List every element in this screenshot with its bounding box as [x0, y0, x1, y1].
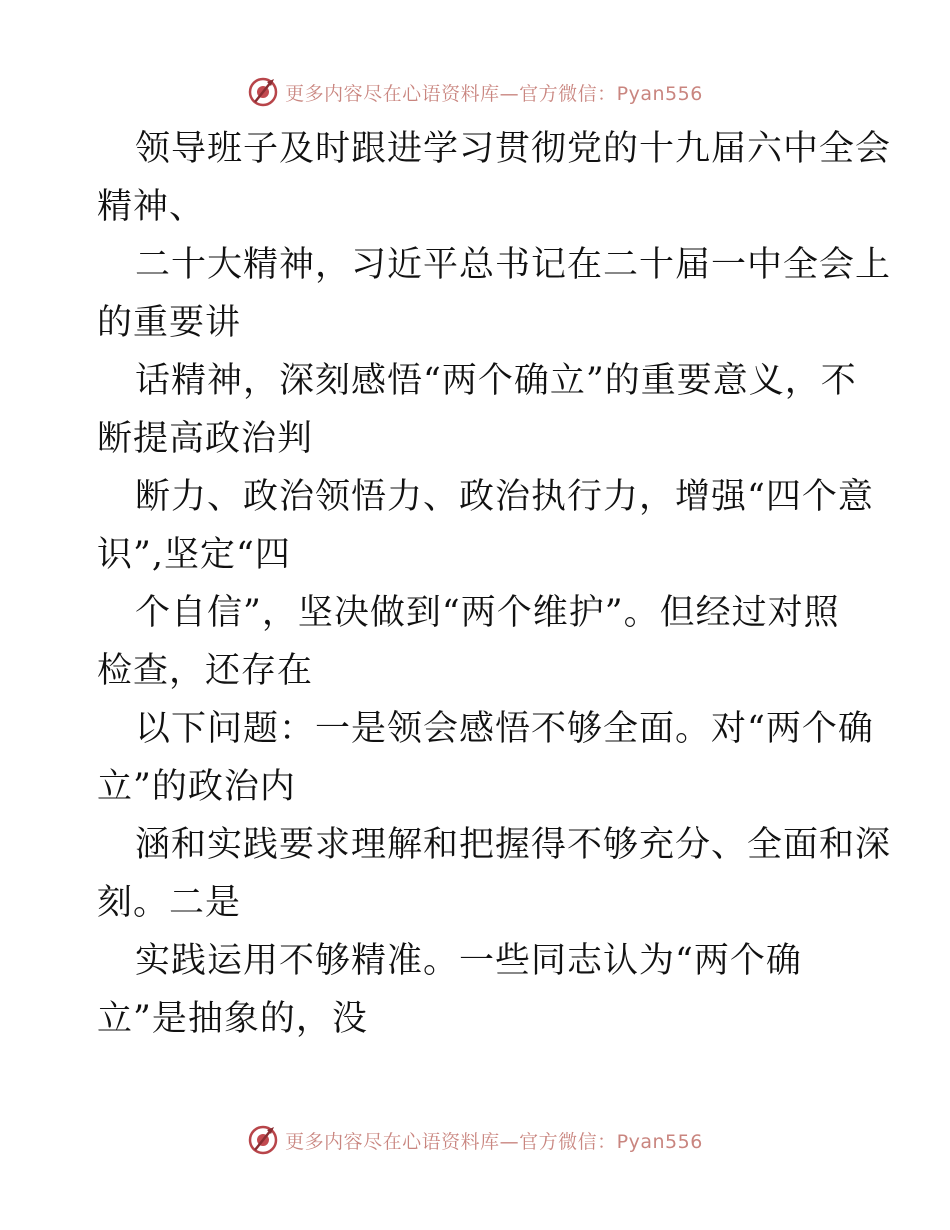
text-line: 断提高政治判: [97, 419, 314, 459]
text-line: 实践运用不够精准。一些同志认为“两个确: [135, 941, 802, 981]
text-line: 二十大精神，习近平总书记在二十届一中全会上: [135, 245, 892, 285]
text-line: 的重要讲: [97, 303, 242, 343]
text-line: 涵和实践要求理解和把握得不够充分、全面和深: [135, 825, 892, 865]
text-line: 识”,坚定“四: [97, 535, 291, 575]
document-body: [97, 120, 892, 1048]
footer-watermark: [0, 1120, 950, 1160]
text-line: 立”的政治内: [97, 767, 296, 807]
text-line: 话精神，深刻感悟“两个确立”的重要意义，不: [135, 361, 857, 401]
watermark-text: 更多内容尽在心语资料库—官方微信：Pyan556: [285, 1130, 703, 1153]
text-line: 精神、: [97, 187, 206, 227]
text-line: 个自信”，坚决做到“两个维护”。但经过对照: [135, 593, 840, 633]
text-line: 刻。二是: [97, 883, 242, 923]
text-line: 以下问题：一是领会感悟不够全面。对“两个确: [135, 709, 874, 749]
text-line: 立”是抽象的，没: [97, 999, 368, 1039]
text-line: 领导班子及时跟进学习贯彻党的十九届六中全会: [135, 129, 892, 169]
text-line: 断力、政治领悟力、政治执行力，增强“四个意: [135, 477, 874, 517]
text-line: 检查，还存在: [97, 651, 314, 691]
watermark-text: 更多内容尽在心语资料库—官方微信：Pyan556: [285, 82, 703, 105]
quill-logo-icon: [247, 1124, 279, 1156]
quill-logo-icon: [247, 76, 279, 108]
header-watermark: [0, 72, 950, 112]
